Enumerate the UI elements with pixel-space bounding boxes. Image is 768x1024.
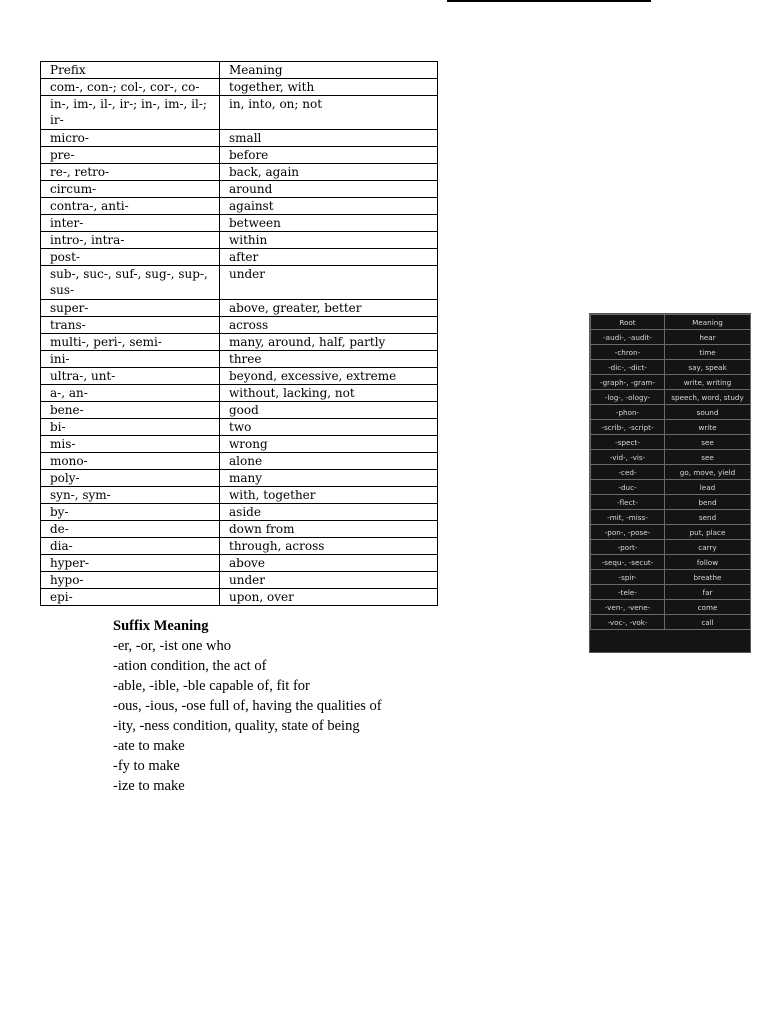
table-row (41, 96, 438, 130)
suffix-line: -er, -or, -ist one who (113, 638, 232, 654)
meaning-cell: before (220, 147, 438, 164)
term-cell: hyper- (41, 555, 220, 572)
table-row (41, 470, 438, 487)
term-cell: multi-, peri-, semi- (41, 334, 220, 351)
table-row (41, 130, 438, 147)
meaning-cell: good (220, 402, 438, 419)
term-cell: sub-, suc-, suf-, sug-, sup-, sus- (41, 266, 220, 300)
table-row (41, 453, 438, 470)
term-cell: inter- (41, 215, 220, 232)
table-row (41, 147, 438, 164)
meaning-cell: against (220, 198, 438, 215)
meaning-cell: upon, over (220, 589, 438, 606)
term-cell: -dic-, -dict- (591, 360, 665, 375)
meaning-cell: write (665, 420, 751, 435)
term-cell: contra-, anti- (41, 198, 220, 215)
term-cell: -spect- (591, 435, 665, 450)
meaning-cell: speech, word, study (665, 390, 751, 405)
table-row (41, 249, 438, 266)
term-cell: post- (41, 249, 220, 266)
root-row (591, 570, 751, 585)
term-cell: -sequ-, -secut- (591, 555, 665, 570)
meaning-cell: carry (665, 540, 751, 555)
root-row (591, 495, 751, 510)
term-cell: -port- (591, 540, 665, 555)
meaning-cell: alone (220, 453, 438, 470)
suffix-line: -ation condition, the act of (113, 658, 267, 674)
meaning-cell: without, lacking, not (220, 385, 438, 402)
meaning-cell: down from (220, 521, 438, 538)
root-row (591, 420, 751, 435)
meaning-cell: beyond, excessive, extreme (220, 368, 438, 385)
table-row (41, 164, 438, 181)
meaning-cell: across (220, 317, 438, 334)
root-header-row (591, 315, 751, 330)
table-row (41, 487, 438, 504)
term-cell: -ven-, -vene- (591, 600, 665, 615)
meaning-cell: follow (665, 555, 751, 570)
table-row (41, 368, 438, 385)
suffix-line: -ize to make (113, 778, 185, 794)
term-cell: circum- (41, 181, 220, 198)
suffix-heading: Suffix Meaning (113, 618, 209, 634)
meaning-cell: through, across (220, 538, 438, 555)
meaning-cell: go, move, yield (665, 465, 751, 480)
term-cell: intro-, intra- (41, 232, 220, 249)
root-row (591, 480, 751, 495)
term-cell: micro- (41, 130, 220, 147)
meaning-cell: send (665, 510, 751, 525)
term-cell: dia- (41, 538, 220, 555)
meaning-cell: after (220, 249, 438, 266)
table-header-row (41, 62, 438, 79)
meaning-cell: many, around, half, partly (220, 334, 438, 351)
meaning-cell: under (220, 572, 438, 589)
term-cell: -pon-, -pose- (591, 525, 665, 540)
meaning-cell: in, into, on; not (220, 96, 438, 130)
root-row (591, 585, 751, 600)
term-cell: super- (41, 300, 220, 317)
meaning-cell: bend (665, 495, 751, 510)
meaning-cell: together, with (220, 79, 438, 96)
term-cell: -scrib-, -script- (591, 420, 665, 435)
table-row (41, 419, 438, 436)
root-row (591, 375, 751, 390)
term-cell: pre- (41, 147, 220, 164)
root-row (591, 405, 751, 420)
meaning-cell: small (220, 130, 438, 147)
prefix-table (40, 61, 438, 606)
root-row (591, 345, 751, 360)
meaning-cell: under (220, 266, 438, 300)
meaning-cell: with, together (220, 487, 438, 504)
term-cell: -log-, -ology- (591, 390, 665, 405)
term-cell: epi- (41, 589, 220, 606)
root-table (590, 314, 751, 630)
meaning-cell: see (665, 450, 751, 465)
term-cell: ultra-, unt- (41, 368, 220, 385)
root-row (591, 435, 751, 450)
suffix-line: -ity, -ness condition, quality, state of being (113, 718, 360, 734)
root-row (591, 330, 751, 345)
root-row (591, 465, 751, 480)
suffix-lines (113, 636, 382, 796)
table-row (41, 266, 438, 300)
root-row (591, 615, 751, 630)
table-row (41, 334, 438, 351)
term-cell: -voc-, -vok- (591, 615, 665, 630)
term-cell: in-, im-, il-, ir-; in-, im-, il-; ir- (41, 96, 220, 130)
term-cell: trans- (41, 317, 220, 334)
meaning-cell: around (220, 181, 438, 198)
term-cell: -tele- (591, 585, 665, 600)
suffix-line: -able, -ible, -ble capable of, fit for (113, 678, 310, 694)
suffix-line: -ate to make (113, 738, 185, 754)
root-row (591, 390, 751, 405)
meaning-cell: put, place (665, 525, 751, 540)
table-row (41, 79, 438, 96)
term-cell: mis- (41, 436, 220, 453)
root-table-body (591, 315, 751, 630)
term-cell: ini- (41, 351, 220, 368)
term-cell: hypo- (41, 572, 220, 589)
meaning-cell: back, again (220, 164, 438, 181)
meaning-cell: sound (665, 405, 751, 420)
table-row (41, 436, 438, 453)
term-cell: -mit, -miss- (591, 510, 665, 525)
table-row (41, 402, 438, 419)
table-row (41, 198, 438, 215)
root-row (591, 540, 751, 555)
term-cell: com-, con-; col-, cor-, co- (41, 79, 220, 96)
term-cell: -spir- (591, 570, 665, 585)
root-row (591, 525, 751, 540)
suffix-line: -fy to make (113, 758, 180, 774)
table-row (41, 521, 438, 538)
meaning-cell: see (665, 435, 751, 450)
meaning-cell: above, greater, better (220, 300, 438, 317)
term-cell: -vid-, -vis- (591, 450, 665, 465)
term-cell: by- (41, 504, 220, 521)
root-row (591, 450, 751, 465)
table-row (41, 300, 438, 317)
term-cell: syn-, sym- (41, 487, 220, 504)
term-cell: -duc- (591, 480, 665, 495)
term-cell: re-, retro- (41, 164, 220, 181)
table-row (41, 538, 438, 555)
table-row (41, 385, 438, 402)
term-cell: de- (41, 521, 220, 538)
meaning-cell: between (220, 215, 438, 232)
term-cell: -chron- (591, 345, 665, 360)
table-row (41, 351, 438, 368)
term-cell: bi- (41, 419, 220, 436)
meaning-cell: far (665, 585, 751, 600)
term-cell: mono- (41, 453, 220, 470)
meaning-cell: breathe (665, 570, 751, 585)
root-table-image (589, 313, 751, 653)
term-cell: -ced- (591, 465, 665, 480)
term-cell: a-, an- (41, 385, 220, 402)
meaning-cell: time (665, 345, 751, 360)
suffix-list (113, 616, 382, 796)
term-cell: bene- (41, 402, 220, 419)
table-row (41, 215, 438, 232)
table-row (41, 232, 438, 249)
table-row (41, 589, 438, 606)
meaning-cell: wrong (220, 436, 438, 453)
meaning-cell: write, writing (665, 375, 751, 390)
top-rule (447, 0, 651, 2)
meaning-cell: aside (220, 504, 438, 521)
term-cell: -audi-, -audit- (591, 330, 665, 345)
term-cell: -flect- (591, 495, 665, 510)
meaning-cell: many (220, 470, 438, 487)
root-row (591, 600, 751, 615)
meaning-cell: three (220, 351, 438, 368)
prefix-table-body (41, 62, 438, 606)
meaning-cell: come (665, 600, 751, 615)
meaning-cell: call (665, 615, 751, 630)
meaning-cell: within (220, 232, 438, 249)
table-row (41, 181, 438, 198)
table-row (41, 572, 438, 589)
table-row (41, 555, 438, 572)
term-cell: -phon- (591, 405, 665, 420)
root-row (591, 510, 751, 525)
term-cell: poly- (41, 470, 220, 487)
meaning-cell: Meaning (665, 315, 751, 330)
meaning-cell: hear (665, 330, 751, 345)
term-cell: Prefix (41, 62, 220, 79)
meaning-cell: say, speak (665, 360, 751, 375)
root-row (591, 555, 751, 570)
table-row (41, 504, 438, 521)
meaning-cell: Meaning (220, 62, 438, 79)
term-cell: Root (591, 315, 665, 330)
term-cell: -graph-, -gram- (591, 375, 665, 390)
meaning-cell: two (220, 419, 438, 436)
suffix-line: -ous, -ious, -ose full of, having the qualities of (113, 698, 382, 714)
root-row (591, 360, 751, 375)
table-row (41, 317, 438, 334)
meaning-cell: above (220, 555, 438, 572)
meaning-cell: lead (665, 480, 751, 495)
